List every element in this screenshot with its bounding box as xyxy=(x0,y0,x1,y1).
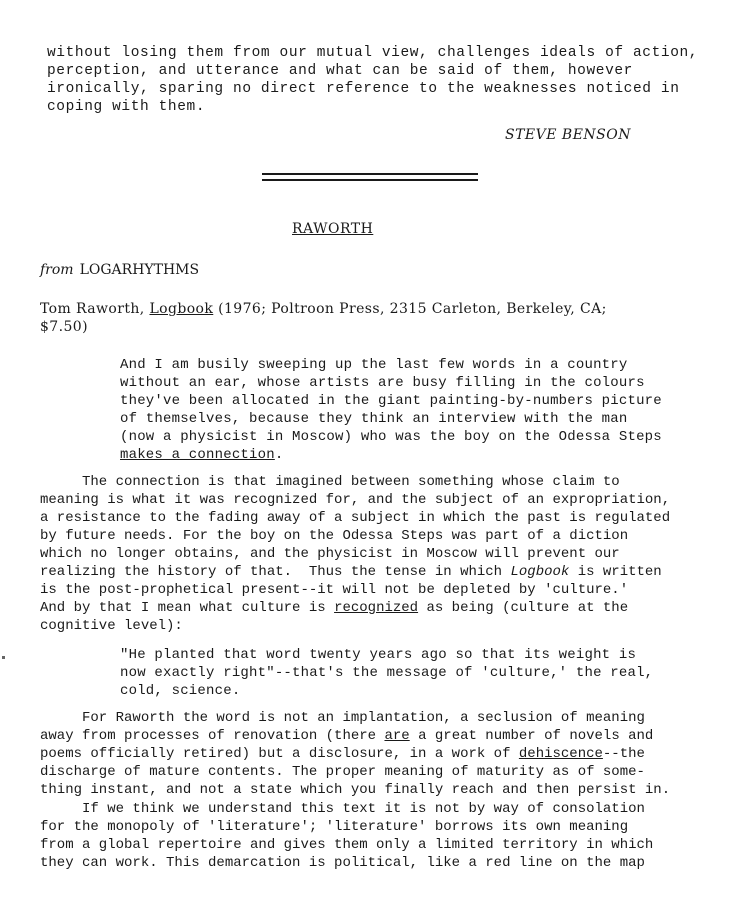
underlined-word: are xyxy=(384,728,410,744)
paragraph-line: a resistance to the fading away of a subject in which the past is regulated xyxy=(40,510,671,526)
underlined-word: dehiscence xyxy=(518,746,603,762)
paragraph-3 xyxy=(40,800,653,872)
divider-rule-top xyxy=(262,173,478,175)
paragraph-line-end: a great number of novels and xyxy=(409,728,654,744)
quote-line: without an ear, whose artists are busy filling in the colours xyxy=(120,375,645,391)
quote-line: cold, science. xyxy=(120,683,241,699)
paragraph-line: thing instant, and not a state which you finally reach and then persist in. xyxy=(40,782,671,798)
paragraph-line-start: away from processes of renovation (there xyxy=(40,728,385,744)
citation-publication: (1976; Poltroon Press, 2315 Carleton, Berkeley, CA; xyxy=(213,301,607,317)
italic-title: Logbook xyxy=(510,564,570,580)
intro-line: coping with them. xyxy=(47,99,206,115)
paragraph-line: from a global repertoire and gives them only a limited territory in which xyxy=(40,837,654,853)
paragraph-line: is the post-prophetical present--it will not be depleted by 'culture.' xyxy=(40,582,629,598)
paragraph-line: If we think we understand this text it is not by way of consolation xyxy=(40,801,645,817)
quote-underlined-phrase: makes a connection xyxy=(120,447,275,463)
paragraph-line: cognitive level): xyxy=(40,618,183,634)
quote-line: they've been allocated in the giant painting-by-numbers picture xyxy=(120,393,662,409)
intro-line: without losing them from our mutual view, challenges ideals of action, xyxy=(47,45,699,61)
paragraph-line: discharge of mature contents. The proper meaning of maturity as of some- xyxy=(40,764,645,780)
signature: STEVE BENSON xyxy=(505,127,632,143)
quote-line: (now a physicist in Moscow) who was the boy on the Odessa Steps xyxy=(120,429,662,445)
intro-line: ironically, sparing no direct reference to the weaknesses noticed in xyxy=(47,81,680,97)
paragraph-line: for the monopoly of 'literature'; 'literature' borrows its own meaning xyxy=(40,819,629,835)
paragraph-line: For Raworth the word is not an implantation, a seclusion of meaning xyxy=(40,710,645,726)
citation-price: $7.50) xyxy=(40,319,88,335)
block-quote-1 xyxy=(120,356,662,464)
paragraph-line: The connection is that imagined between something whose claim to xyxy=(40,474,620,490)
paragraph-2 xyxy=(40,709,670,799)
block-quote-2 xyxy=(120,646,653,700)
paragraph-line: meaning is what it was recognized for, and the subject of an expropriation, xyxy=(40,492,671,508)
paragraph-1 xyxy=(40,473,670,635)
paragraph-line-start: And by that I mean what culture is xyxy=(40,600,335,616)
intro-line: perception, and utterance and what can be said of them, however xyxy=(47,63,633,79)
subheading-title: LOGARHYTHMS xyxy=(79,262,200,278)
paragraph-line: which no longer obtains, and the physicist in Moscow will prevent our xyxy=(40,546,620,562)
quote-line-end: . xyxy=(274,447,284,463)
quote-line: And I am busily sweeping up the last few words in a country xyxy=(120,357,628,373)
citation-author: Tom Raworth, xyxy=(40,301,150,317)
citation-book-title: Logbook xyxy=(149,301,214,317)
divider-rule-bottom xyxy=(262,179,478,181)
paragraph-line: they can work. This demarcation is political, like a red line on the map xyxy=(40,855,645,871)
scan-speck xyxy=(2,656,5,659)
paragraph-line-start: poems officially retired) but a disclosure, in a work of xyxy=(40,746,519,762)
paragraph-line-start: realizing the history of that. Thus the tense in which xyxy=(40,564,511,580)
intro-paragraph xyxy=(47,44,698,116)
paragraph-line-end: --the xyxy=(602,746,645,762)
quote-line: now exactly right"--that's the message of 'culture,' the real, xyxy=(120,665,654,681)
subheading xyxy=(40,262,199,278)
paragraph-line-end: as being (culture at the xyxy=(418,600,629,616)
citation xyxy=(40,300,607,336)
subheading-from: from xyxy=(40,262,74,278)
quote-line: "He planted that word twenty years ago so that its weight is xyxy=(120,647,637,663)
quote-line: of themselves, because they think an interview with the man xyxy=(120,411,628,427)
section-heading: RAWORTH xyxy=(292,221,374,237)
paragraph-line: by future needs. For the boy on the Odessa Steps was part of a diction xyxy=(40,528,629,544)
underlined-word: recognized xyxy=(334,600,419,616)
paragraph-line-end: is written xyxy=(569,564,662,580)
